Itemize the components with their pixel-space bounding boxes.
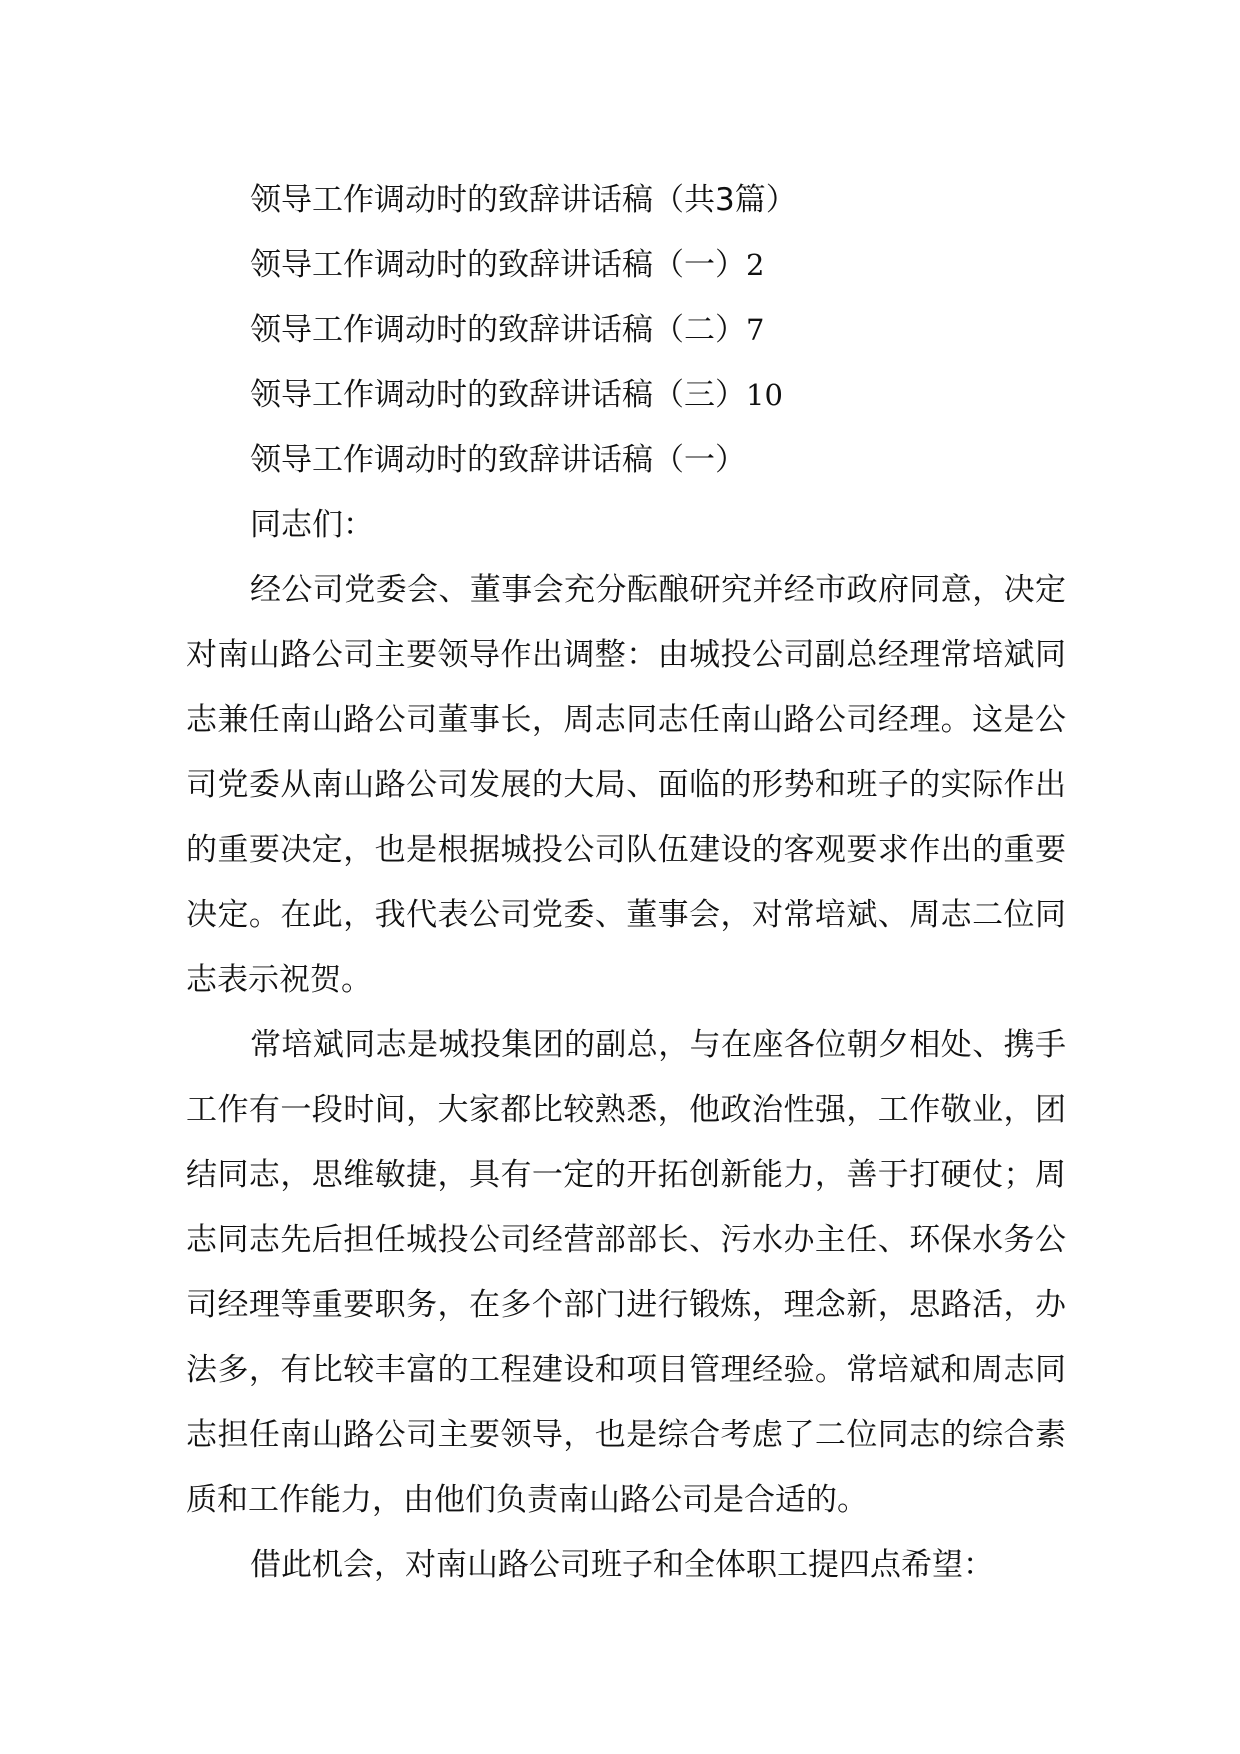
toc-entry-label: 领导工作调动时的致辞讲话稿（二） [250,312,746,348]
salutation: 同志们： [250,507,374,543]
toc-entry-page: 10 [746,378,783,412]
toc-entry [186,363,1066,428]
toc-title: 领导工作调动时的致辞讲话稿（共3篇） [250,182,797,218]
body-paragraph: 借此机会，对南山路公司班子和全体职工提四点希望： [250,1547,994,1583]
toc-entry-page: 7 [746,313,765,347]
toc-entry-page: 2 [746,248,765,282]
toc-entry [186,298,1066,363]
document-body [186,168,1066,1598]
section-heading: 领导工作调动时的致辞讲话稿（一） [250,442,746,478]
toc-entry [186,233,1066,298]
toc-entry-label: 领导工作调动时的致辞讲话稿（一） [250,247,746,283]
toc-entry-label: 领导工作调动时的致辞讲话稿（三） [250,377,746,413]
body-paragraph: 常培斌同志是城投集团的副总，与在座各位朝夕相处、携手工作有一段时间，大家都比较熟悉，他政治性强，工作敬业，团结同志，思维敏捷，具有一定的开拓创新能力，善于打硬仗；周志同志先后担任城投公司经营部部长、污水办主任、环保水务公司经理等重要职务，在多个部门进行锻炼，理念新，思路活，办法多，有比较丰富的工程建设和项目管理经验。常培斌和周志同志担任南山路公司主要领导，也是综合考虑了二位同志的综合素质和工作能力，由他们负责南山路公司是合适的。 [186,1027,1066,1518]
body-paragraph: 经公司党委会、董事会充分酝酿研究并经市政府同意，决定对南山路公司主要领导作出调整：由城投公司副总经理常培斌同志兼任南山路公司董事长，周志同志任南山路公司经理。这是公司党委从南山路公司发展的大局、面临的形势和班子的实际作出的重要决定，也是根据城投公司队伍建设的客观要求作出的重要决定。在此，我代表公司党委、董事会，对常培斌、周志二位同志表示祝贺。 [186,572,1066,998]
